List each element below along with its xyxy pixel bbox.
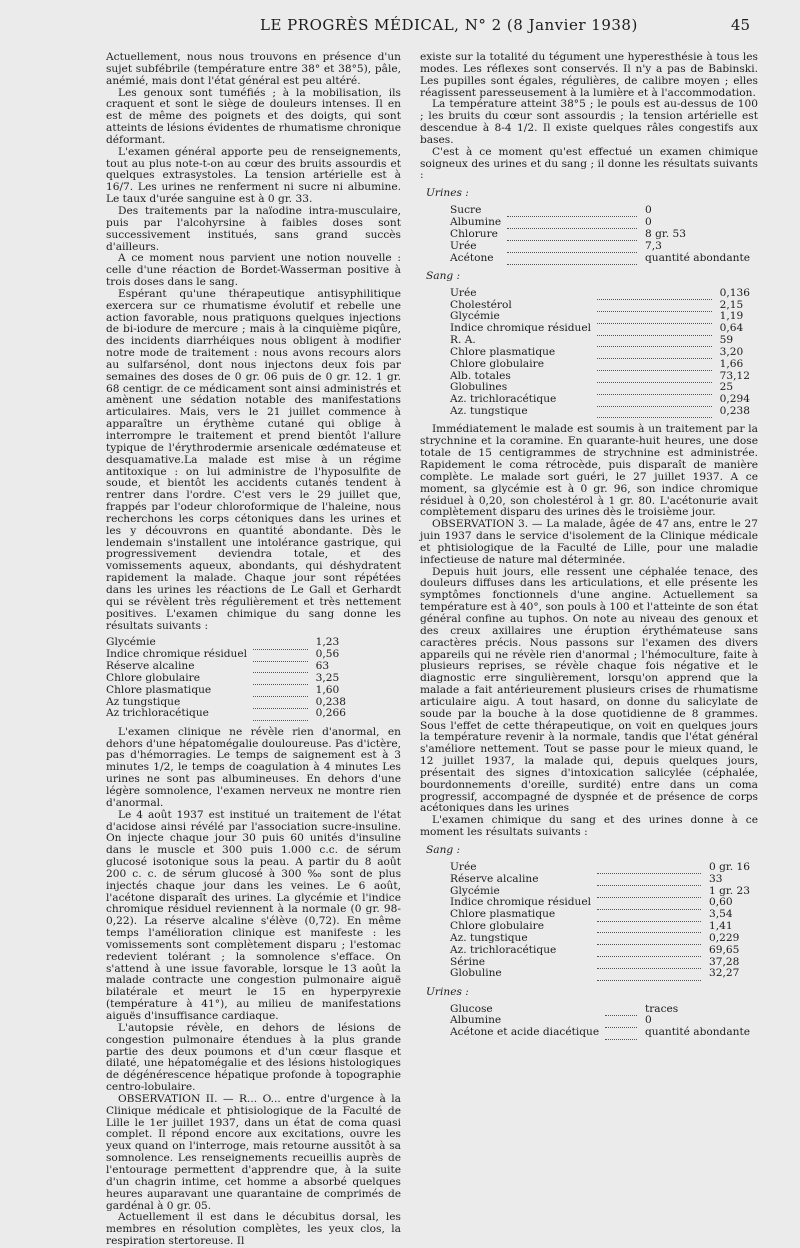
result-label: Sucre [450, 204, 482, 217]
paragraph: existe sur la totalité du tégument une hyperesthésie à tous les modes. Les réflexes sont conservés. Il n'y a pas de Babinski. Les pupilles sont égales, régulières, de calibre moyen ; elles réagissent paresseusement à la lumière et à l'accommodation. [420, 51, 758, 99]
leader-dots [597, 874, 701, 886]
leader-dots [597, 323, 712, 335]
leader-dots [507, 217, 637, 229]
table-row [106, 673, 346, 685]
result-label: Glycémie [450, 884, 500, 897]
leader-dots [253, 661, 308, 673]
result-value: 59 [719, 334, 734, 347]
leader-dots [597, 933, 701, 945]
result-label: Glucose [450, 1002, 493, 1015]
table-row [450, 288, 750, 300]
paragraph: Actuellement, nous nous trouvons en présence d'un sujet subfébrile (température entre 38° et 38°5), pâle, anémié, mais dont l'état général est peu altéré. [106, 51, 401, 87]
result-label: Chlore plasmatique [106, 683, 212, 696]
result-value: 2,15 [719, 298, 744, 311]
blood-results-table-3 [450, 862, 750, 981]
result-label: Indice chromique résiduel [450, 896, 592, 909]
table-row [450, 945, 750, 957]
result-value: 0 gr. 16 [708, 860, 750, 873]
leader-dots [597, 382, 712, 394]
result-label: Urée [450, 239, 477, 252]
leader-dots [253, 673, 308, 685]
result-value: 0,136 [719, 286, 750, 299]
result-value: 3,25 [315, 671, 340, 684]
observation-3-paragraph: OBSERVATION 3. — La malade, âgée de 47 ans, entre le 27 juin 1937 dans le service d'isolement de la Clinique médicale et phtisiologique de la Faculté de Lille, pour une maladie infectieuse de nature mal déterminée. [420, 518, 758, 566]
urine-results-table [450, 205, 750, 265]
paragraph: Espérant qu'une thérapeutique antisyphilitique exercera sur ce rhumatisme évolutif et rebelle une action favorable, nous pratiquons quelques injections de bi-iodure de mercure ; mais à la cinquième piqûre, des incidents diarrhéiques nous obligent à modifier notre mode de traitement : nous avons recours alors au sulfarsénol, dont nous injectons deux fois par semaines des doses de 0 gr. 06 puis de 0 gr. 12. 1 gr. 68 centigr. de ce médicament sont ainsi administrés et amènent une sédation notable des manifestations articulaires. Mais, vers le 21 juillet commence à apparaître un érythème cutané qui oblige à interrompre le traitement et prend bientôt l'allure typique de l'érythrodermie arsenicale œdémateuse et desquamative.La malade est mise à un régime antitoxique : on lui administre de l'hyposulfite de soude, et bientôt les accidents cutanés tendent à rentrer dans l'ordre. C'est vers le 29 juillet que, frappés par l'odeur chloroformique de l'haleine, nous recherchons les corps cétoniques dans les urines et les y découvrons en quantité abondante. Dès le lendemain s'installent une intolérance gastrique, qui progressivement deviendra totale, et des vomissements aqueux, abondants, qui déshydratent rapidement la malade. Chaque jour sont répétées dans les urines les réactions de Le Gall et Gerhardt qui se révèlent très régulièrement et très nettement positives. L'examen chimique du sang donne les résultats suivants : [106, 287, 401, 632]
result-value: 1,66 [719, 357, 744, 370]
result-label: Chlore plasmatique [450, 345, 556, 358]
result-label: Alb. totales [450, 369, 511, 382]
result-label: R. A. [450, 334, 476, 347]
result-label: Sérine [450, 955, 486, 968]
leader-dots [597, 347, 712, 359]
paragraph: Les genoux sont tuméfiés ; à la mobilisation, ils craquent et sont le siège de douleurs intenses. Il en est de même des poignets et des doigts, qui sont atteints de lésions évidentes de rhumatisme chronique déformant. [106, 86, 401, 146]
leader-dots [597, 311, 712, 323]
leader-dots [597, 921, 701, 933]
observation-2-paragraph: OBSERVATION II. — R... O... entre d'urgence à la Clinique médicale et phtisiologique de la Faculté de Lille le 1er juillet 1937, dans un état de coma quasi complet. Il répond encore aux excitations, ouvre les yeux quand on l'interroge, mais retourne aussitôt à sa somnolence. Les renseignements recueillis auprès de l'entourage permettent d'apprendre que, à la suite d'un chagrin intime, cet homme a absorbé quelques heures auparavant une quarantaine de comprimés de gardénal à 0 gr. 05. [106, 1092, 401, 1212]
result-value: 0 [644, 1014, 652, 1027]
blood-results-table-1 [106, 637, 346, 720]
leader-dots [597, 945, 701, 957]
leader-dots [253, 685, 308, 697]
right-column [420, 52, 758, 1046]
result-label: Glycémie [450, 310, 500, 323]
result-value: 8 gr. 53 [644, 227, 686, 240]
table-row [450, 1027, 750, 1039]
leader-dots [597, 394, 712, 406]
result-value: 1,19 [719, 310, 744, 323]
paragraph: L'examen chimique du sang et des urines donne à ce moment les résultats suivants : [420, 814, 758, 839]
result-value: 1,41 [708, 920, 733, 933]
result-value: 3,20 [719, 345, 744, 358]
leader-dots [597, 300, 712, 312]
leader-dots [507, 229, 637, 241]
result-label: Indice chromique résiduel [106, 648, 248, 661]
paragraph: L'autopsie révèle, en dehors de lésions de congestion pulmonaire étendues à la plus grande partie des deux poumons et d'un cœur flasque et dilaté, une hépatomégalie et des lésions histologiques de dégénérescence hépatique profonde à topographie centro-lobulaire. [106, 1021, 401, 1094]
urines-label: Urines : [426, 187, 469, 200]
paragraph: A ce moment nous parvient une notion nouvelle : celle d'une réaction de Bordet-Wasserman positive à trois doses dans le sang. [106, 252, 401, 289]
blood-label: Sang : [426, 844, 461, 856]
urines-label: Urines : [426, 985, 469, 998]
result-value: 0,60 [708, 896, 733, 909]
result-value: 32,27 [708, 967, 740, 980]
result-value: 69,65 [708, 943, 740, 956]
leader-dots [253, 637, 308, 649]
leader-dots [253, 708, 308, 720]
result-value: 0,238 [315, 695, 346, 708]
leader-dots [597, 406, 712, 418]
leader-dots [597, 335, 712, 347]
result-value: 0,56 [315, 648, 340, 661]
urine-results-table-2 [450, 1004, 750, 1040]
page-number: 45 [730, 16, 750, 34]
result-label: Az tungstique [106, 695, 181, 708]
paragraph: Actuellement il est dans le décubitus dorsal, les membres en résolution complètes, les yeux clos, la respiration stertoreuse. Il [106, 1211, 401, 1248]
result-value: 0,64 [719, 322, 744, 335]
result-value: 33 [708, 872, 723, 885]
paragraph: Des traitements par la naïodine intra-musculaire, puis par l'alcohyrsine à faibles doses sont successivement institués, sans grand succès d'ailleurs. [106, 204, 401, 253]
result-label: Glycémie [106, 636, 156, 649]
leader-dots [253, 697, 308, 709]
result-label: Az. tungstique [450, 931, 528, 944]
result-value: 0 [644, 215, 652, 228]
result-value: 1,60 [315, 683, 340, 696]
table-row [450, 253, 750, 265]
result-value: 0,294 [719, 393, 750, 406]
leader-dots [597, 371, 712, 383]
paragraph: Immédiatement le malade est soumis à un traitement par la strychnine et la coramine. En quarante-huit heures, une dose totale de 15 centigrammes de strychnine est administrée. Rapidement le coma rétrocède, puis disparaît de manière complète. Le malade sort guéri, le 27 juillet 1937. A ce moment, sa glycémie est à 0 gr. 96, son indice chromique résiduel à 0,20, son cholestérol à 1 gr. 80. L'acétonurie avait complètement disparu des urines dès le troisième jour. [420, 423, 758, 519]
table-row [450, 229, 750, 241]
result-label: Acétone [450, 251, 494, 264]
result-label: Albumine [450, 1014, 502, 1027]
result-label: Urée [450, 286, 477, 299]
journal-title: LE PROGRÈS MÉDICAL, N° 2 (8 Janvier 1938) [260, 16, 638, 34]
result-label: Chlore globulaire [450, 357, 544, 370]
paragraph: L'examen général apporte peu de renseignements, tout au plus note-t-on au cœur des bruits assourdis et quelques extrasystoles. La tension artérielle est à 16/7. Les urines ne renferment ni sucre ni albumine. Le taux d'urée sanguine est à 0 gr. 33. [106, 145, 401, 206]
result-value: traces [644, 1002, 679, 1015]
result-value: 1,23 [315, 636, 340, 649]
leader-dots [507, 205, 637, 217]
table-row [450, 968, 750, 980]
leader-dots [605, 1015, 637, 1027]
result-label: Urée [450, 860, 477, 873]
result-value: 1 gr. 23 [708, 884, 750, 897]
result-label: Réserve alcaline [106, 660, 195, 673]
leader-dots [597, 897, 701, 909]
leader-dots [597, 968, 701, 980]
table-row [450, 359, 750, 371]
result-value: 0,238 [719, 405, 750, 418]
leader-dots [253, 649, 308, 661]
result-value: 37,28 [708, 955, 740, 968]
result-label: Az. trichloracétique [450, 393, 557, 406]
table-row [450, 347, 750, 359]
result-label: Globuline [450, 967, 502, 980]
paragraph: C'est à ce moment qu'est effectué un examen chimique soigneux des urines et du sang ; il donne les résultats suivants : [420, 145, 758, 182]
table-row [106, 708, 346, 720]
table-row [450, 933, 750, 945]
result-value: 25 [719, 381, 734, 394]
result-value: quantité abondante [644, 1026, 750, 1039]
table-row [450, 874, 750, 886]
leader-dots [605, 1004, 637, 1016]
result-label: Albumine [450, 215, 502, 228]
left-column [106, 52, 401, 1248]
result-label: Az. trichloracétique [450, 943, 557, 956]
result-label: Cholestérol [450, 298, 512, 311]
leader-dots [605, 1027, 637, 1039]
result-label: Réserve alcaline [450, 872, 539, 885]
leader-dots [507, 241, 637, 253]
leader-dots [597, 957, 701, 969]
table-row [106, 685, 346, 697]
result-label: Chlorure [450, 227, 498, 240]
leader-dots [597, 909, 701, 921]
result-label: Az trichloracétique [106, 707, 209, 720]
table-row [450, 862, 750, 874]
result-label: Chlore globulaire [450, 920, 544, 933]
leader-dots [597, 288, 712, 300]
result-value: 7,3 [644, 239, 662, 252]
paragraph: Depuis huit jours, elle ressent une céphalée tenace, des douleurs diffuses dans les articulations, et elle présente les symptômes fonctionnels d'une angine. Actuellement sa température est à 40°, son pouls à 100 et l'atteinte de son état général confine au tuphos. On note au niveau des genoux et des creux axillaires une éruption érythémateuse sans caractères précis. Nous passons sur l'examen des divers appareils qui ne révèle rien d'anormal ; l'hémoculture, faite à plusieurs reprises, se révèle chaque fois négative et le diagnostic erre singulièrement, lorsqu'on apprend que la malade a fait antérieurement plusieurs crises de rhumatisme articulaire aigu. A tout hasard, on donne du salicylate de soude par la bouche à la dose quotidienne de 8 grammes. Sous l'effet de cette thérapeutique, on voit en quelques jours la température revenir à la normale, tandis que l'état général s'améliore nettement. Tout se passe pour le mieux quand, le 12 juillet 1937, la malade qui, depuis quelques jours, présentait des signes d'intoxication salicylée (céphalée, bourdonnements d'oreille, surdité) entre dans un coma progressif, accompagné de dyspnée et de présence de corps acétoniques dans les urines [420, 565, 758, 815]
paragraph: La température atteint 38°5 ; le pouls est au-dessus de 100 ; les bruits du cœur sont assourdis ; la tension artérielle est descendue à 8-4 1/2. Il existe quelques râles congestifs aux bases. [420, 98, 758, 146]
result-value: 3,54 [708, 908, 733, 921]
table-row [450, 323, 750, 335]
result-label: Chlore plasmatique [450, 908, 556, 921]
result-value: 73,12 [719, 369, 750, 382]
paragraph: L'examen clinique ne révèle rien d'anormal, en dehors d'une hépatomégalie douloureuse. Pas d'ictère, pas d'hémorragies. Le temps de saignement est à 3 minutes 1/2, le temps de coagulation à 4 minutes Les urines ne sont pas albumineuses. En dehors d'une légère somnolence, l'examen nerveux ne montre rien d'anormal. [106, 725, 401, 809]
result-value: 0,266 [315, 707, 346, 720]
result-value: 0 [644, 204, 652, 217]
result-label: Indice chromique résiduel [450, 322, 592, 335]
table-row [450, 241, 750, 253]
result-label: Chlore globulaire [106, 671, 200, 684]
result-label: Globulines [450, 381, 508, 394]
result-label: Acétone et acide diacétique [450, 1026, 600, 1039]
running-header [100, 16, 760, 38]
result-value: 63 [315, 660, 330, 673]
blood-label: Sang : [426, 269, 461, 282]
leader-dots [597, 886, 701, 898]
result-label: Az. tungstique [450, 405, 528, 418]
table-row [450, 406, 750, 418]
result-value: 0,229 [708, 931, 740, 944]
leader-dots [597, 359, 712, 371]
paragraph: Le 4 août 1937 est institué un traitement de l'état d'acidose ainsi révélé par l'association sucre-insuline. On injecte chaque jour 30 puis 60 unités d'insuline dans le muscle et 300 puis 1.000 c.c. de sérum glucosé isotonique sous la peau. A partir du 8 août 200 c. c. de sérum glucosé à 300 ‰ sont de plus injectés chaque jour dans les veines. Le 6 août, l'acétone disparaît des urines. La glycémie et l'indice chromique résiduel reviennent à la normale (0 gr. 98-0,22). La réserve alcaline s'élève (0,72). En même temps l'amélioration clinique est manifeste : les vomissements sont complètement disparu ; l'estomac redevient tolérant ; la somnolence s'efface. On s'attend à une issue favorable, lorsque le 13 août la malade contracte une congestion pulmonaire aiguë bilatérale et meurt le 15 en hyperpyrexie (température à 41°), au milieu de manifestations aiguës d'insuffisance cardiaque. [106, 808, 401, 1022]
result-value: quantité abondante [644, 251, 750, 264]
leader-dots [597, 862, 701, 874]
leader-dots [507, 253, 637, 265]
blood-results-table-2 [450, 288, 750, 419]
